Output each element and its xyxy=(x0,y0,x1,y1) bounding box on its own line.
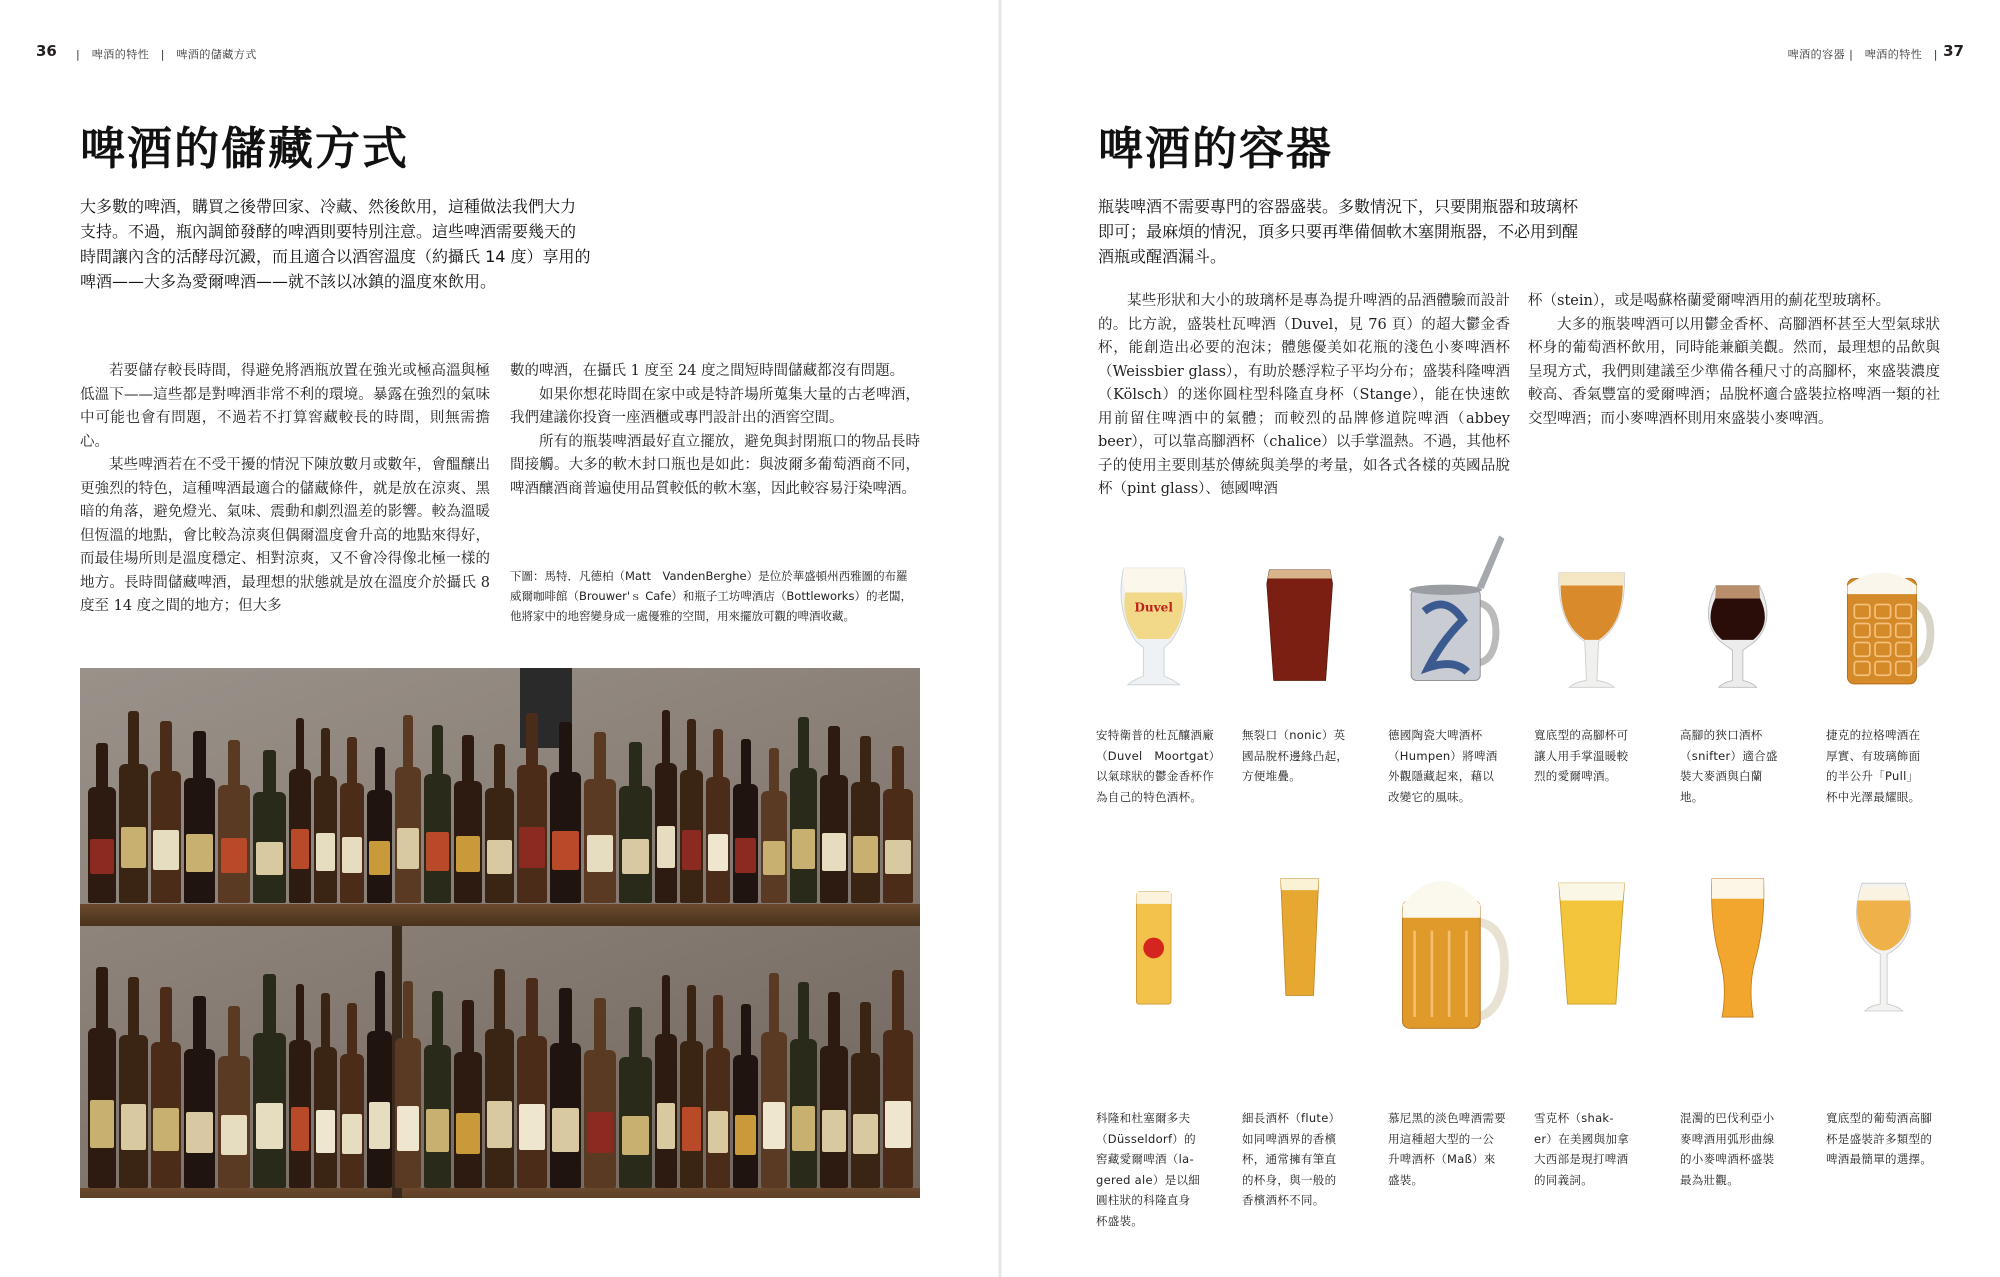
lead-line: 瓶裝啤酒不需要專門的容器盛裝。多數情況下，只要開瓶器和玻璃杯 xyxy=(1098,197,1579,216)
beer-bottle xyxy=(367,1031,392,1188)
caption-line: 啤酒最簡單的選擇。 xyxy=(1826,1152,1933,1166)
body-column-left-1 xyxy=(80,360,490,619)
caption-line: 下圖：馬特．凡德柏（Matt VandenBerghe）是位於華盛頓州西雅圖的布羅 xyxy=(510,569,908,583)
caption-line: 如同啤酒界的香檳 xyxy=(1242,1131,1337,1146)
glass-caption xyxy=(1534,725,1670,787)
dimpled-mug-icon xyxy=(1828,525,1948,715)
lead-paragraph-left xyxy=(80,194,660,294)
beer-bottle xyxy=(655,763,677,903)
flute-glass-icon xyxy=(1244,840,1364,1030)
glass-caption xyxy=(1680,1108,1816,1190)
lead-line: 時間讓內含的活酵母沉澱，而且適合以酒窖溫度（約攝氏 14 度）享用的 xyxy=(80,247,591,266)
lead-line: 即可；最麻煩的情況，頂多只要再準備個軟木塞開瓶器，不必用到醒 xyxy=(1098,222,1579,241)
beer-bottle xyxy=(706,1048,730,1188)
weissbier-glass-icon xyxy=(1682,840,1802,1030)
shelf-board-top xyxy=(80,904,920,926)
caption-line: 窖藏愛爾啤酒（la- xyxy=(1096,1152,1194,1166)
caption-line: 為自己的特色酒杯。 xyxy=(1096,789,1203,804)
caption-line: 裝大麥酒與白蘭 xyxy=(1680,769,1763,783)
snifter-glass-icon xyxy=(1682,525,1802,715)
caption-line: 香檳酒杯不同。 xyxy=(1242,1193,1325,1207)
beer-bottle xyxy=(424,1045,451,1188)
beer-bottle xyxy=(820,1046,848,1188)
beer-bottle xyxy=(367,790,392,903)
glass-caption xyxy=(1242,725,1378,787)
beer-bottle xyxy=(680,1041,703,1188)
body-paragraph: 所有的瓶裝啤酒最好直立擺放，避免與封閉瓶口的物品長時間接觸。大多的軟木封口瓶也是如此：與波爾多葡萄酒商不同，啤酒釀酒商普遍使用品質較低的軟木塞，因此較容易汙染啤酒。 xyxy=(510,433,920,497)
caption-line: 的半公升「Pull」 xyxy=(1826,769,1919,783)
beer-bottle xyxy=(761,1032,787,1188)
beer-bottle xyxy=(883,789,913,903)
caption-line: 威爾咖啡館（Brouwer'ｓ Cafe）和瓶子工坊啤酒店（Bottleworks）的老闆， xyxy=(510,589,912,603)
beer-bottle xyxy=(218,785,250,903)
beer-bottle xyxy=(151,1042,181,1188)
caption-line: 厚實、有玻璃飾面 xyxy=(1826,748,1921,763)
beer-bottle xyxy=(790,1039,817,1188)
shaker-pint-glass-icon xyxy=(1536,840,1656,1030)
caption-line: 安特衛普的杜瓦釀酒廠 xyxy=(1096,728,1214,742)
body-paragraph: 若要儲存較長時間，得避免將酒瓶放置在強光或極高溫與極低溫下——這些都是對啤酒非常不利的環境。暴露在強烈的氣味中可能也會有問題，不過若不打算窖藏較長的時間，則無需擔心。 xyxy=(80,363,490,450)
caption-line: 麥啤酒用弧形曲線 xyxy=(1680,1131,1775,1146)
beer-bottle xyxy=(119,1035,148,1188)
beer-bottle xyxy=(733,1055,758,1188)
body-column-right-2 xyxy=(1528,290,1940,431)
glass-caption xyxy=(1388,1108,1524,1190)
shelf-board-bottom xyxy=(80,1188,920,1198)
glass-caption xyxy=(1680,725,1816,807)
body-column-right-1 xyxy=(1098,290,1510,502)
caption-line: 改變它的風味。 xyxy=(1388,789,1471,804)
glass-caption xyxy=(1096,725,1232,807)
beer-bottle xyxy=(289,1040,311,1188)
caption-line: 圓柱狀的科隆直身 xyxy=(1096,1193,1191,1207)
running-head-left: | 啤酒的特性 | 啤酒的儲藏方式 xyxy=(76,48,257,61)
caption-line: gered ale）是以細 xyxy=(1096,1172,1201,1187)
caption-line: 杯，通常擁有筆直 xyxy=(1242,1152,1337,1166)
glass-caption xyxy=(1242,1108,1378,1211)
beer-bottle xyxy=(790,768,817,903)
beer-bottle xyxy=(706,777,730,903)
duvel-tulip-glass-icon xyxy=(1098,525,1218,715)
beer-bottle xyxy=(680,770,703,903)
beer-bottle xyxy=(314,776,337,903)
beer-bottle xyxy=(485,1029,514,1188)
caption-line: （snifter）適合盛 xyxy=(1680,748,1778,763)
beer-bottle xyxy=(550,1043,581,1188)
goblet-glass-icon xyxy=(1536,525,1656,715)
beer-bottle xyxy=(340,1054,364,1188)
body-paragraph: 某些形狀和大小的玻璃杯是專為提升啤酒的品酒體驗而設計的。比方說，盛裝杜瓦啤酒（Duvel，見 76 頁）的超大鬱金香杯，能創造出必要的泡沫；體態優美如花瓶的淺色小麥啤酒杯（Weissbier glass），有助於懸浮粒子平均分布；盛裝科隆啤酒（Kölsch）的迷你圓柱型科隆直身杯（Stange），能在快速飲用前留住啤酒中的氣體；而較烈的品牌修道院啤酒（abbey beer），可以靠高腳酒杯（chalice）以手掌溫熱。不過，其他杯子的使用主要則基於傳統與美學的考量，如各式各樣的英國品脫杯（pint glass）、德國啤酒 xyxy=(1098,293,1510,497)
glass-caption xyxy=(1826,1108,1962,1170)
beer-bottle xyxy=(218,1056,250,1188)
caption-line: 的杯身，與一般的 xyxy=(1242,1172,1337,1187)
caption-line: 用這種超大型的一公 xyxy=(1388,1131,1495,1146)
caption-line: 大西部是現打啤酒 xyxy=(1534,1152,1629,1166)
beer-bottle xyxy=(314,1047,337,1188)
beer-bottle xyxy=(119,764,148,903)
caption-line: 杯是盛裝許多類型的 xyxy=(1826,1131,1933,1146)
stoneware-stein-icon xyxy=(1390,525,1510,715)
running-head-right: 啤酒的容器 | 啤酒的特性 | xyxy=(1787,48,1938,61)
beer-bottle xyxy=(517,1036,547,1188)
beer-cellar-photo xyxy=(80,668,920,1198)
beer-bottle xyxy=(253,792,286,903)
beer-bottle xyxy=(253,1033,286,1188)
caption-line: 寬底型的葡萄酒高腳 xyxy=(1826,1111,1933,1125)
beer-bottle xyxy=(619,786,652,903)
glass-caption xyxy=(1388,725,1524,807)
photo-caption xyxy=(510,566,930,626)
beer-bottle xyxy=(883,1030,913,1188)
beer-bottle xyxy=(88,787,116,903)
beer-bottle xyxy=(454,781,482,903)
caption-line: 混濁的巴伐利亞小 xyxy=(1680,1111,1775,1125)
beer-bottle xyxy=(184,1049,215,1188)
caption-line: 的小麥啤酒杯盛裝 xyxy=(1680,1152,1775,1166)
caption-line: （Düsseldorf）的 xyxy=(1096,1131,1196,1146)
beer-bottle xyxy=(851,1053,880,1188)
page-title-left: 啤酒的儲藏方式 xyxy=(80,122,410,175)
right-page xyxy=(1000,0,2000,1277)
beer-bottle xyxy=(184,778,215,903)
caption-line: 國品脫杯邊緣凸起， xyxy=(1242,748,1349,763)
beer-bottle xyxy=(655,1034,677,1188)
stange-glass-icon xyxy=(1098,840,1218,1030)
caption-line: 寬底型的高腳杯可 xyxy=(1534,728,1629,742)
caption-line: 外觀隱藏起來，藉以 xyxy=(1388,769,1495,783)
caption-line: 以氣球狀的鬱金香杯作 xyxy=(1096,769,1214,783)
body-paragraph: 數的啤酒，在攝氏 1 度至 24 度之間短時間儲藏都沒有問題。 xyxy=(510,363,905,379)
glass-caption xyxy=(1096,1108,1232,1231)
lead-paragraph-right xyxy=(1098,194,1658,269)
caption-line: 烈的愛爾啤酒。 xyxy=(1534,769,1617,783)
caption-line: 慕尼黑的淡色啤酒需要 xyxy=(1388,1111,1506,1125)
beer-bottle xyxy=(851,782,880,903)
lead-line: 大多數的啤酒，購買之後帶回家、冷藏、然後飲用，這種做法我們大力 xyxy=(80,197,577,216)
caption-line: 德國陶瓷大啤酒杯 xyxy=(1388,728,1483,742)
nonic-pint-glass-icon xyxy=(1244,525,1364,715)
caption-line: （Duvel Moortgat） xyxy=(1096,748,1221,763)
body-column-left-2 xyxy=(510,360,920,501)
caption-line: 杯中光澤最耀眼。 xyxy=(1826,789,1921,804)
wine-glass-icon xyxy=(1828,840,1948,1030)
beer-bottle xyxy=(424,774,451,903)
mass-stein-icon xyxy=(1390,840,1510,1030)
caption-line: 盛裝。 xyxy=(1388,1172,1424,1187)
page-number-right: 37 xyxy=(1943,42,1964,60)
glass-caption xyxy=(1826,725,1962,807)
beer-bottle xyxy=(619,1057,652,1188)
beer-bottle xyxy=(820,775,848,903)
beer-bottle xyxy=(485,788,514,903)
lead-line: 酒瓶或醒酒漏斗。 xyxy=(1098,247,1227,266)
caption-line: 雪克杯（shak- xyxy=(1534,1111,1614,1125)
beer-bottle xyxy=(761,791,787,903)
beer-bottle xyxy=(395,1038,421,1188)
caption-line: 高腳的狹口酒杯 xyxy=(1680,728,1763,742)
beer-bottle xyxy=(289,769,311,903)
beer-bottle xyxy=(454,1052,482,1188)
lead-line: 啤酒——大多為愛爾啤酒——就不該以冰鎮的溫度來飲用。 xyxy=(80,272,497,291)
body-paragraph: 如果你想花時間在家中或是特許場所蒐集大量的古老啤酒，我們建議你投資一座酒櫃或專門設計出的酒窖空間。 xyxy=(510,386,920,426)
beer-bottle xyxy=(88,1028,116,1188)
beer-bottle xyxy=(517,765,547,903)
glass-brand-text: Duvel xyxy=(1134,600,1173,615)
beer-bottle xyxy=(340,783,364,903)
caption-line: 杯盛裝。 xyxy=(1096,1213,1144,1228)
beer-bottle xyxy=(151,771,181,903)
caption-line: 的同義詞。 xyxy=(1534,1172,1593,1187)
caption-line: 最為壯觀。 xyxy=(1680,1172,1739,1187)
page-title-right: 啤酒的容器 xyxy=(1098,122,1334,175)
caption-line: 無裂口（nonic）英 xyxy=(1242,728,1346,742)
glass-caption xyxy=(1534,1108,1670,1190)
beer-bottle xyxy=(550,772,581,903)
body-paragraph: 某些啤酒若在不受干擾的情況下陳放數月或數年，會醞釀出更強烈的特色，這種啤酒最適合的儲藏條件，就是放在涼爽、黑暗的角落，避免燈光、氣味、震動和劇烈溫差的影響。較為溫暖但恆溫的地點，會比較為涼爽但偶爾溫度會升高的地點來得好，而最佳場所則是溫度穩定、相對涼爽，又不會冷得像北極一樣的地方。長時間儲藏啤酒，最理想的狀態就是放在溫度介於攝氏 8 度至 14 度之間的地方；但大多 xyxy=(80,457,490,614)
page-number-left: 36 xyxy=(36,42,57,60)
caption-line: er）在美國與加拿 xyxy=(1534,1131,1630,1146)
body-paragraph: 杯（stein），或是喝蘇格蘭愛爾啤酒用的薊花型玻璃杯。 xyxy=(1528,293,1891,309)
beer-bottle xyxy=(584,1050,616,1188)
caption-line: 他將家中的地窖變身成一處優雅的空間，用來擺放可觀的啤酒收藏。 xyxy=(510,609,855,623)
caption-line: 地。 xyxy=(1680,789,1704,804)
beer-bottle xyxy=(584,779,616,903)
lead-line: 支持。不過，瓶內調節發酵的啤酒則要特別注意。這些啤酒需要幾天的 xyxy=(80,222,577,241)
beer-bottle xyxy=(395,767,421,903)
body-paragraph: 大多的瓶裝啤酒可以用鬱金香杯、高腳酒杯甚至大型氣球狀杯身的葡萄酒杯飲用，同時能兼顧美觀。然而，最理想的品飲與呈現方式，我們則建議至少準備各種尺寸的高腳杯，來盛裝濃度較高、香氣豐富的愛爾啤酒；品脫杯適合盛裝拉格啤酒一類的社交型啤酒；而小麥啤酒杯則用來盛裝小麥啤酒。 xyxy=(1528,316,1940,427)
caption-line: 細長酒杯（flute） xyxy=(1242,1111,1341,1125)
caption-line: 捷克的拉格啤酒在 xyxy=(1826,728,1921,742)
caption-line: 讓人用手掌溫暖較 xyxy=(1534,748,1629,763)
caption-line: 升啤酒杯（Maß）來 xyxy=(1388,1152,1496,1166)
caption-line: 科隆和杜塞爾多夫 xyxy=(1096,1111,1191,1125)
caption-line: 方便堆疊。 xyxy=(1242,769,1301,783)
beer-bottle xyxy=(733,784,758,903)
caption-line: （Humpen）將啤酒 xyxy=(1388,748,1498,763)
